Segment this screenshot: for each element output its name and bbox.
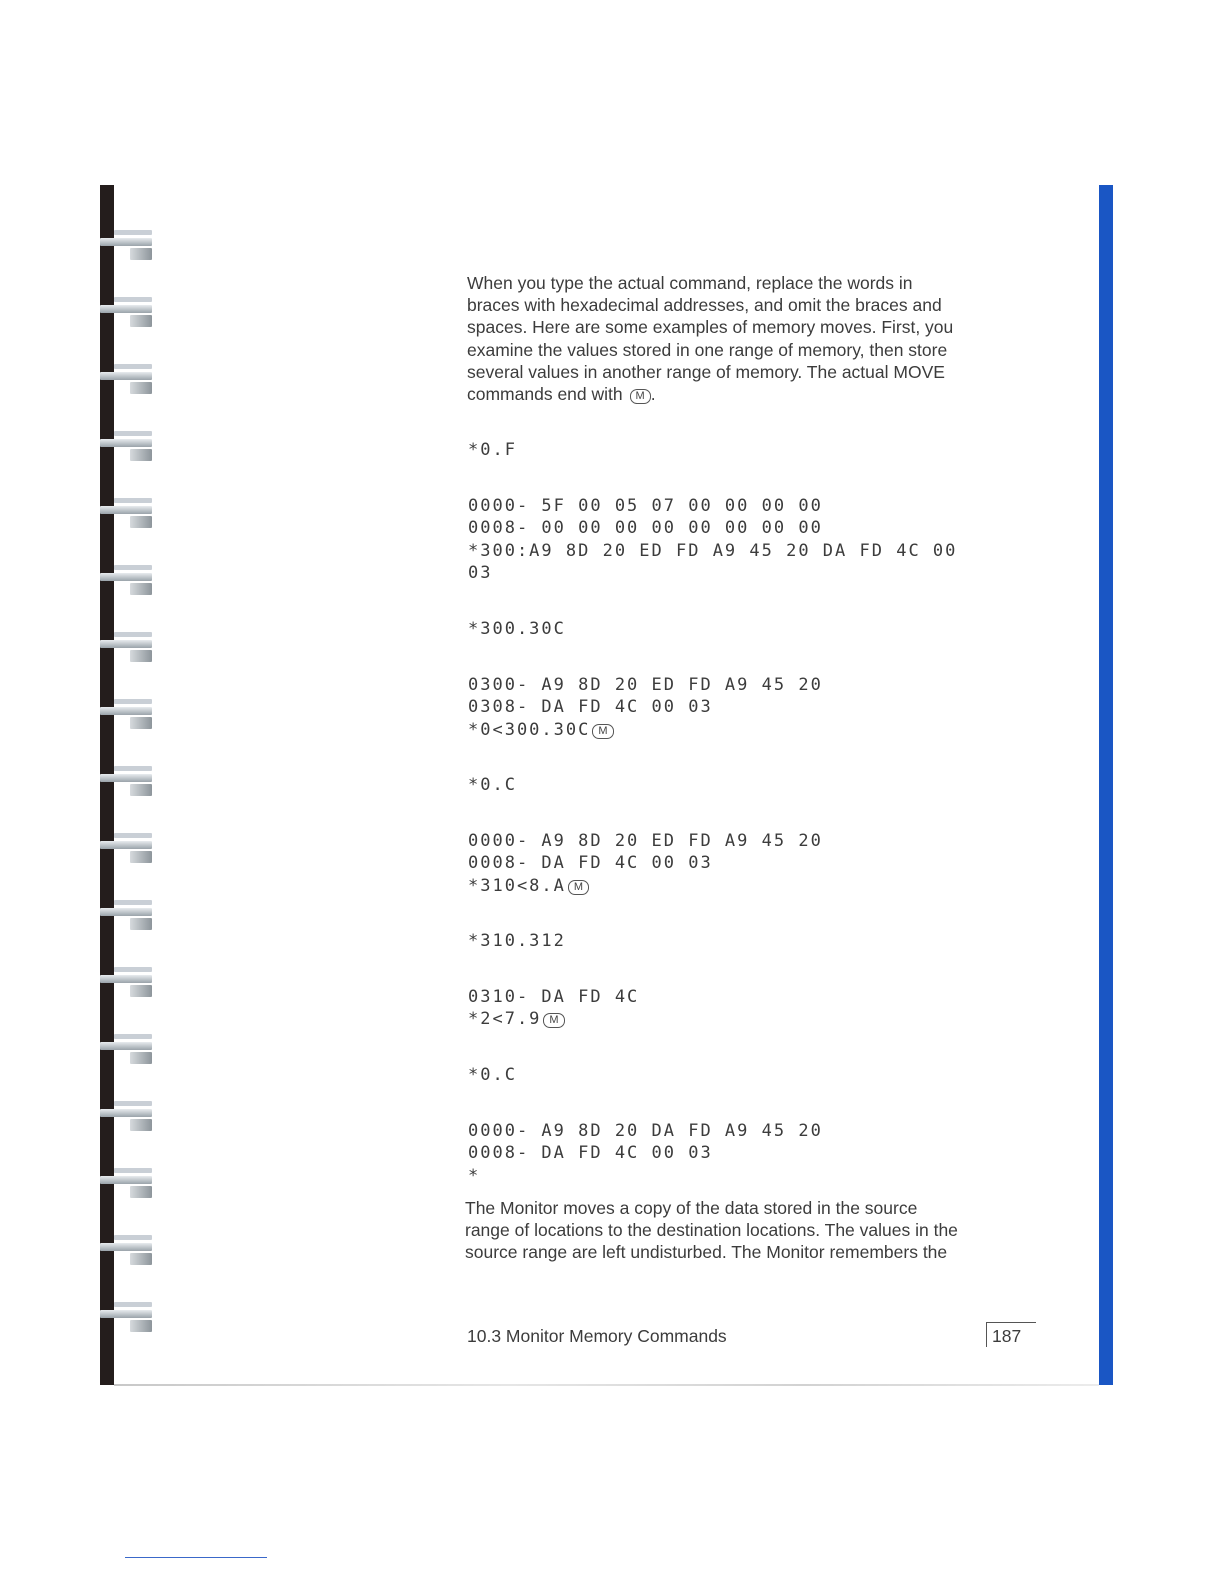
code-line: 0308- DA FD 4C 00 03 [468,697,713,718]
code-line: 0000- A9 8D 20 DA FD A9 45 20 [468,1121,823,1141]
spiral-ring [100,697,154,731]
footer-section-title: 10.3 Monitor Memory Commands [467,1326,727,1346]
m-key-icon: M [543,1013,564,1028]
spiral-ring [100,630,154,664]
spiral-ring [100,1166,154,1200]
code-line: 0008- DA FD 4C 00 03 [468,1143,713,1164]
text-line: When you type the actual command, replace the words in [467,273,913,293]
scan-artifact-line [125,1557,267,1558]
text-line: examine the values stored in one range of memory, then store [467,339,948,360]
code-line [468,875,823,897]
code-output [468,674,823,741]
code-line: 03 [468,563,493,584]
spiral-ring [100,764,154,798]
text-fragment: . [650,384,656,405]
code-line: *310.312 [468,931,566,951]
code-line: *0.C [468,775,517,795]
spiral-ring [100,965,154,999]
code-line: 0000- A9 8D 20 ED FD A9 45 20 [468,831,823,851]
code-line: * [468,1165,481,1186]
code-command [468,1064,517,1086]
spiral-ring [100,228,154,262]
code-command [468,618,566,640]
code-command [468,774,517,796]
move-command: *2<7.9 [468,1009,542,1030]
move-command: *310<8.A [468,875,566,896]
code-output [468,986,639,1031]
code-line: 0008- 00 00 00 00 00 00 00 00 [468,518,823,539]
text-line: range of locations to the destination locations. The values in the [465,1220,958,1241]
page-number: 187 [986,1322,1036,1347]
blue-edge-tab [1099,185,1113,1385]
m-key-icon: M [592,724,613,739]
text-line [467,383,1037,405]
code-command [468,439,517,461]
spiral-ring [100,496,154,530]
spiral-ring [100,1099,154,1133]
text-line: The Monitor moves a copy of the data stored in the source [465,1198,918,1218]
m-key-icon: M [630,389,651,404]
code-line: 0300- A9 8D 20 ED FD A9 45 20 [468,675,823,695]
text-line: spaces. Here are some examples of memory moves. First, you [467,317,954,338]
spiral-ring [100,295,154,329]
code-line [468,1008,639,1030]
text-line: braces with hexadecimal addresses, and omit the braces and [467,295,942,316]
spiral-ring [100,1300,154,1334]
text-fragment: commands end with [467,384,623,405]
code-line: *300.30C [468,619,566,639]
code-output [468,495,957,585]
code-line: 0000- 5F 00 05 07 00 00 00 00 [468,496,823,516]
text-line: several values in another range of memory. The actual MOVE [467,361,945,382]
code-output [468,830,823,897]
page-bottom-edge [114,1384,1099,1386]
code-command [468,930,566,952]
code-line [468,719,823,741]
spiral-ring [100,898,154,932]
code-line: 0310- DA FD 4C [468,987,640,1007]
code-output [468,1120,823,1187]
code-line: 0008- DA FD 4C 00 03 [468,853,713,874]
move-command: *0<300.30C [468,719,591,740]
m-key-icon: M [568,880,589,895]
code-line: *0.F [468,440,517,460]
intro-paragraph [467,272,1037,405]
closing-paragraph [465,1197,1035,1264]
spiral-ring [100,563,154,597]
spiral-ring [100,1032,154,1066]
text-line: source range are left undisturbed. The Monitor remembers the [465,1242,948,1263]
code-line: *0.C [468,1065,517,1085]
spiral-ring [100,429,154,463]
spiral-ring [100,831,154,865]
spiral-ring [100,362,154,396]
code-line: *300:A9 8D 20 ED FD A9 45 20 DA FD 4C 00 [468,540,958,561]
spiral-ring [100,1233,154,1267]
